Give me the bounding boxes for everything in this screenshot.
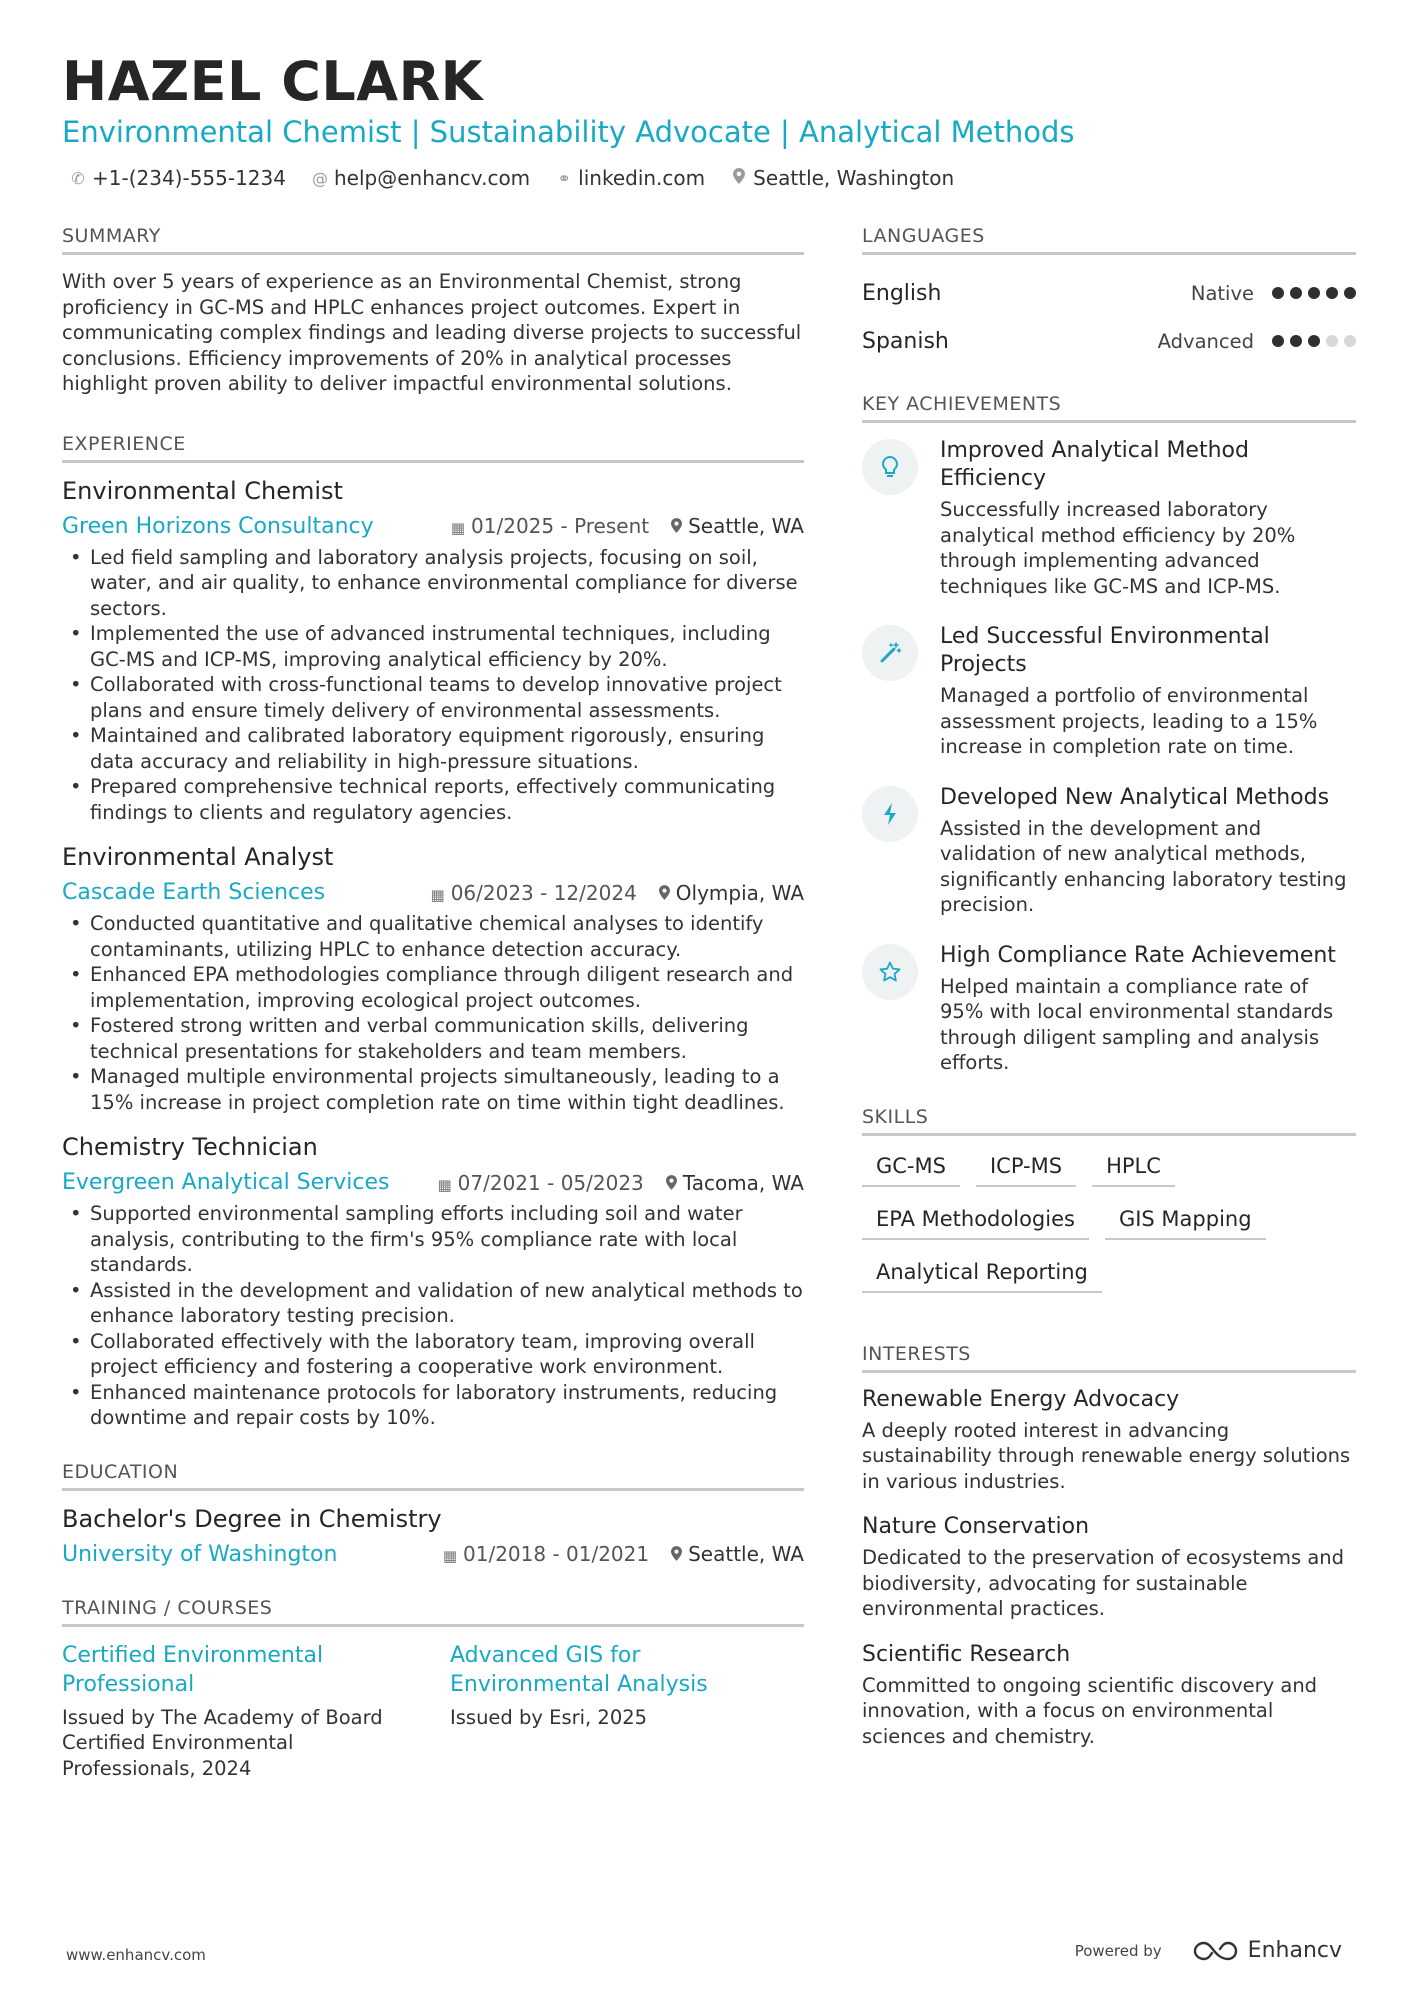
rating-dot-filled <box>1308 335 1320 347</box>
job-location <box>666 1171 804 1195</box>
skill-tag: EPA Methodologies <box>862 1203 1089 1240</box>
education-location-text: Seattle, WA <box>688 1542 804 1566</box>
interest-desc: Dedicated to the preservation of ecosystems and biodiversity, advocating for sustainable environmental practices. <box>862 1546 1345 1620</box>
contact-linkedin[interactable] <box>556 166 705 190</box>
course-list <box>62 1641 804 1782</box>
achievement-desc: Successfully increased laboratory analytical method efficiency by 20% through implementing advanced techniques like GC-MS and ICP-MS. <box>940 498 1296 598</box>
section-title-summary: SUMMARY <box>62 225 804 255</box>
linkedin-text: linkedin.com <box>578 166 706 190</box>
summary-section <box>62 225 804 397</box>
job-bullet: • Fostered strong written and verbal communication skills, delivering technical presentations for stakeholders and team members. <box>62 1013 804 1064</box>
language-rating <box>1272 335 1356 347</box>
link-icon: ⚭ <box>557 168 571 188</box>
skill-list <box>862 1150 1356 1293</box>
school-name: University of Washington <box>62 1541 338 1567</box>
interest-title: Renewable Energy Advocacy <box>862 1386 1180 1412</box>
job-bullet: • Supported environmental sampling efforts including soil and water analysis, contributing to the firm's 95% compliance rate with local standards. <box>62 1201 804 1278</box>
contact-email[interactable] <box>312 166 530 190</box>
course-item <box>450 1641 804 1782</box>
headline: Environmental Chemist | Sustainability Advocate | Analytical Methods <box>62 115 1075 149</box>
section-title-achievements: KEY ACHIEVEMENTS <box>862 393 1356 423</box>
language-level: Native <box>1190 281 1254 305</box>
job-bullet: • Collaborated with cross-functional teams to develop innovative project plans and ensure timely delivery of environmental assessments. <box>62 672 804 723</box>
job-bullet: • Enhanced EPA methodologies compliance through diligent research and implementation, improving ecological project outcomes. <box>62 962 804 1013</box>
lightbulb-icon <box>862 439 918 495</box>
job-title: Environmental Chemist <box>62 476 343 505</box>
location-pin-icon <box>666 1176 677 1194</box>
rating-dot-empty <box>1326 335 1338 347</box>
job-dates-text: 01/2025 - Present <box>471 514 650 538</box>
interest-item <box>862 1387 1356 1495</box>
job-location <box>671 514 804 538</box>
job-bullets <box>62 911 804 1115</box>
section-title-experience: EXPERIENCE <box>62 433 804 463</box>
course-item <box>62 1641 416 1782</box>
education-meta <box>62 1542 804 1567</box>
email-text: help@enhancv.com <box>333 166 531 190</box>
calendar-icon: ▦ <box>442 1547 457 1565</box>
section-title-languages: LANGUAGES <box>862 225 1356 255</box>
rating-dot-filled <box>1290 335 1302 347</box>
right-column <box>862 225 1356 1785</box>
job-location-text: Tacoma, WA <box>682 1170 804 1195</box>
rating-dot-empty <box>1344 335 1356 347</box>
achievement-title: High Compliance Rate Achievement <box>940 942 1336 968</box>
achievement-item <box>862 942 1356 1076</box>
job-bullet: • Enhanced maintenance protocols for laboratory instruments, reducing downtime and repair costs by 10%. <box>62 1380 804 1431</box>
achievement-desc: Assisted in the development and validation of new analytical methods, significantly enhancing laboratory testing precision. <box>940 816 1347 916</box>
company-name: Cascade Earth Sciences <box>62 880 326 905</box>
skill-tag: ICP-MS <box>976 1150 1076 1187</box>
job-dates <box>437 1171 643 1195</box>
magic-wand-icon <box>862 625 918 681</box>
languages-section <box>862 225 1356 365</box>
calendar-icon: ▦ <box>437 1175 452 1194</box>
phone-text: +1-(234)-555-1234 <box>92 166 286 190</box>
achievements-section <box>862 393 1356 1076</box>
section-title-skills: SKILLS <box>862 1106 1356 1136</box>
training-section <box>62 1597 804 1782</box>
summary-text: With over 5 years of experience as an Environmental Chemist, strong proficiency in GC-MS and HPLC enhances project outcomes. Expert in communicating complex findings and leading diverse projects to successful conclusions. Efficiency improvements of 20% in analytical processes highlight proven ability to deliver impactful environmental solutions. <box>62 270 802 395</box>
job-bullet: • Managed multiple environmental projects simultaneously, leading to a 15% increase in project completion rate on time within tight deadlines. <box>62 1064 804 1115</box>
job-bullet: • Collaborated effectively with the laboratory team, improving overall project efficiency and fostering a cooperative work environment. <box>62 1329 804 1380</box>
job-bullet: • Prepared comprehensive technical reports, effectively communicating findings to clients and regulatory agencies. <box>62 774 804 825</box>
brand-name: Enhancv <box>1247 1938 1342 1963</box>
language-name: Spanish <box>862 328 949 354</box>
interests-section <box>862 1343 1356 1750</box>
course-desc: Issued by Esri, 2025 <box>450 1705 648 1729</box>
interest-item <box>862 1642 1356 1750</box>
language-rating <box>1272 287 1356 299</box>
achievement-title: Improved Analytical Method Efficiency <box>940 438 1249 491</box>
job-bullet: • Maintained and calibrated laboratory equipment rigorously, ensuring data accuracy and reliability in high-pressure situations. <box>62 723 804 774</box>
footer-branding <box>1075 1938 1342 1963</box>
education-section <box>62 1461 804 1567</box>
powered-by-text: Powered by <box>1074 1941 1162 1960</box>
job-bullets <box>62 545 804 826</box>
interest-title: Scientific Research <box>862 1641 1071 1667</box>
language-name: English <box>862 280 942 306</box>
job-location <box>659 881 804 905</box>
skill-tag: Analytical Reporting <box>862 1256 1102 1293</box>
job-entry <box>62 477 804 826</box>
job-bullet: • Conducted quantitative and qualitative chemical analyses to identify contaminants, utilizing HPLC to enhance detection accuracy. <box>62 911 804 962</box>
location-pin-icon <box>731 168 747 188</box>
job-location-text: Olympia, WA <box>675 880 804 905</box>
rating-dot-filled <box>1272 287 1284 299</box>
job-entry <box>62 843 804 1115</box>
rating-dot-filled <box>1308 287 1320 299</box>
job-bullet: • Implemented the use of advanced instrumental techniques, including GC-MS and ICP-MS, improving analytical efficiency by 20%. <box>62 621 804 672</box>
job-dates <box>431 881 637 905</box>
course-desc: Issued by The Academy of Board Certified Environmental Professionals, 2024 <box>62 1705 383 1780</box>
footer-website[interactable]: www.enhancv.com <box>66 1946 206 1964</box>
enhancv-logo-icon <box>1190 1939 1238 1963</box>
interest-desc: Committed to ongoing scientific discovery and innovation, with a focus on environmental sciences and chemistry. <box>862 1673 1318 1748</box>
job-location-text: Seattle, WA <box>688 514 804 538</box>
job-title: Chemistry Technician <box>62 1133 318 1161</box>
rating-dot-filled <box>1344 287 1356 299</box>
skill-tag: GIS Mapping <box>1105 1203 1266 1240</box>
lightning-bolt-icon <box>862 786 918 842</box>
education-dates <box>443 1542 649 1566</box>
at-icon: @ <box>311 168 328 188</box>
achievement-title: Led Successful Environmental Projects <box>940 624 1270 677</box>
job-bullet: • Led field sampling and laboratory analysis projects, focusing on soil, water, and air quality, to enhance environmental compliance for diverse sectors. <box>62 545 804 622</box>
location-pin-icon <box>659 886 670 904</box>
skills-section <box>862 1106 1356 1293</box>
company-name: Evergreen Analytical Services <box>62 1170 390 1195</box>
achievement-item <box>862 623 1356 760</box>
contact-location <box>731 166 954 190</box>
enhancv-logo[interactable] <box>1190 1938 1342 1963</box>
job-bullet: • Assisted in the development and validation of new analytical methods to enhance laboratory testing precision. <box>62 1278 804 1329</box>
job-bullets <box>62 1201 804 1431</box>
section-title-training: TRAINING / COURSES <box>62 1597 804 1627</box>
company-name: Green Horizons Consultancy <box>62 513 374 539</box>
contact-bar <box>70 166 954 190</box>
job-entry <box>62 1133 804 1431</box>
calendar-icon: ▦ <box>430 885 445 904</box>
job-meta <box>62 514 804 539</box>
achievement-item <box>862 437 1356 599</box>
candidate-name: HAZEL CLARK <box>62 50 483 113</box>
job-dates-text: 06/2023 - 12/2024 <box>450 880 637 905</box>
achievement-item <box>862 784 1356 918</box>
rating-dot-filled <box>1272 335 1284 347</box>
location-text: Seattle, Washington <box>753 166 955 190</box>
section-title-interests: INTERESTS <box>862 1343 1356 1373</box>
skill-tag: HPLC <box>1092 1150 1175 1187</box>
calendar-icon: ▦ <box>450 519 466 537</box>
course-title: Certified Environmental Professional <box>62 1642 324 1697</box>
job-title: Environmental Analyst <box>62 843 334 871</box>
language-level: Advanced <box>1157 329 1254 353</box>
job-dates-text: 07/2021 - 05/2023 <box>457 1170 644 1195</box>
course-title: Advanced GIS for Environmental Analysis <box>450 1642 708 1697</box>
job-meta <box>62 1170 804 1195</box>
location-pin-icon <box>671 1547 682 1565</box>
skill-tag: GC-MS <box>862 1150 960 1187</box>
star-icon <box>862 944 918 1000</box>
left-column <box>62 225 804 1817</box>
achievement-desc: Managed a portfolio of environmental assessment projects, leading to a 15% increase in completion rate on time. <box>940 684 1318 758</box>
language-item <box>862 317 1356 365</box>
phone-icon: ✆ <box>71 168 85 188</box>
location-pin-icon <box>671 519 682 537</box>
interest-title: Nature Conservation <box>862 1514 1090 1539</box>
contact-phone[interactable] <box>70 166 286 190</box>
experience-section <box>62 433 804 1431</box>
education-dates-text: 01/2018 - 01/2021 <box>463 1542 650 1566</box>
achievement-desc: Helped maintain a compliance rate of 95% with local environmental standards through diligent sampling and analysis efforts. <box>940 974 1334 1074</box>
interest-item <box>862 1514 1356 1622</box>
section-title-education: EDUCATION <box>62 1461 804 1491</box>
job-dates <box>451 514 649 538</box>
rating-dot-filled <box>1326 287 1338 299</box>
achievement-title: Developed New Analytical Methods <box>940 784 1330 810</box>
rating-dot-filled <box>1290 287 1302 299</box>
degree-title: Bachelor's Degree in Chemistry <box>62 1504 442 1533</box>
education-location <box>671 1542 804 1566</box>
interest-desc: A deeply rooted interest in advancing sustainability through renewable energy solutions in various industries. <box>862 1418 1351 1493</box>
language-item <box>862 269 1356 317</box>
job-meta <box>62 880 804 905</box>
